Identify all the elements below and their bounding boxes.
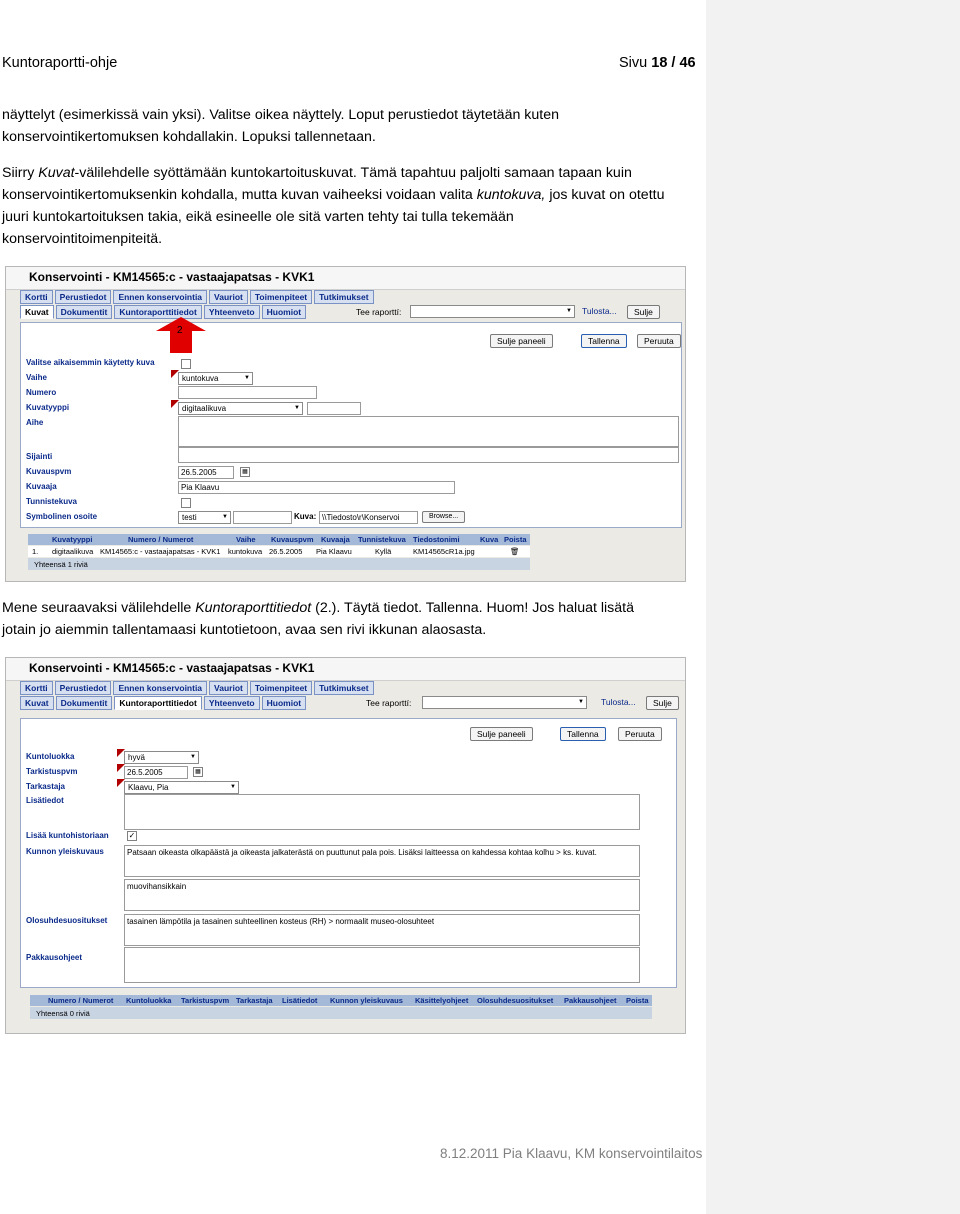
page-margin-strip [706,0,960,1214]
lisatiedot-textarea[interactable] [124,794,640,830]
sijainti-textarea[interactable] [178,447,679,463]
save-button[interactable]: Tallenna [560,727,606,741]
label-tarkastaja: Tarkastaja [26,782,65,791]
kuva-label: Kuva: [294,512,317,521]
tab-perustiedot[interactable]: Perustiedot [55,290,112,304]
tab-dokumentit[interactable]: Dokumentit [56,696,113,710]
kuvaaja-input[interactable]: Pia Klaavu [178,481,455,494]
tab-vauriot[interactable]: Vauriot [209,290,248,304]
browse-button[interactable]: Browse... [422,511,465,523]
kuvauspvm-input[interactable]: 26.5.2005 [178,466,234,479]
label-tunnistekuva: Tunnistekuva [26,497,77,506]
label-aihe: Aihe [26,418,44,427]
tab-tutkimukset[interactable]: Tutkimukset [314,290,373,304]
tulosta-link[interactable]: Tulosta... [582,306,617,316]
kunnon-yleiskuvaus-textarea[interactable]: Patsaan oikeasta olkapäästä ja oikeasta jalkaterästä on puuttunut pala pois. Lisäksi laitteessa on kahdessa kohtaa kolhu > ks. kuvat. [124,845,640,877]
tab-kuvat[interactable]: Kuvat [20,305,54,319]
kuvatyyppi-select[interactable]: digitaalikuva ▼ [178,402,303,415]
label-vaihe: Vaihe [26,373,47,382]
label-kunnon-yleiskuvaus: Kunnon yleiskuvaus [26,847,104,856]
kuvatyyppi-extra-input[interactable] [307,402,361,415]
tab-kuntoraporttitiedot[interactable]: Kuntoraporttitiedot [114,305,201,319]
label-symbolinen-osoite: Symbolinen osoite [26,512,98,521]
paragraph-2: Siirry Kuvat-välilehdelle syöttämään kuntokartoituskuvat. Tämä tapahtuu paljolti samaan tapaan kuin konservointikertomuksenkin kohdalla, mutta kuvan vaiheeksi voidaan valita kuntokuva, jos kuvat on otettu juuri kuntokartoituksen takia, eikä esineelle ole sitä varten tehty tai tulla tekemään konservointitoimenpiteitä. [2,165,665,247]
tee-raportti-label: Tee raporttí: [366,698,412,708]
label-kuvatyyppi: Kuvatyyppi [26,403,70,412]
vaihe-select[interactable]: kuntokuva ▼ [178,372,253,385]
table-row[interactable]: 1. digitaalikuva KM14565:c - vastaajapatsas - KVK1 kuntokuva 26.5.2005 Pia Klaavu Kyllä KM14565cR1a.jpg 🗑 [28,546,530,557]
close-panel-button[interactable]: Sulje paneeli [470,727,533,741]
cancel-button[interactable]: Peruuta [637,334,681,348]
label-pakkausohjeet: Pakkausohjeet [26,953,83,962]
tab-row-1 [20,290,374,304]
window-titlebar: Konservointi - KM14565:c - vastaajapatsas - KVK1 [6,267,685,290]
tab-tutkimukset[interactable]: Tutkimukset [314,681,373,695]
paragraph-1: näyttelyt (esimerkissä vain yksi). Valitse oikea näyttely. Loput perustiedot täytetään kuten konservointikertomuksen kohdallakin. Lopuksi tallennetaan. [2,107,560,145]
condition-form-panel [20,718,677,988]
kuva-path-input[interactable]: \\Tiedosto\r\Konservoi [319,511,418,524]
page-footer: 8.12.2011 Pia Klaavu, KM konservointilaitos [440,1146,703,1161]
cancel-button[interactable]: Peruuta [618,727,662,741]
grid-footer: Yhteensä 1 riviä [28,558,530,570]
sulje-button[interactable]: Sulje [646,696,679,710]
sulje-button[interactable]: Sulje [627,305,660,319]
save-button[interactable]: Tallenna [581,334,627,348]
document-title: Kuntoraportti-ohje [2,55,118,71]
tab-row-2 [20,696,306,710]
tab-yhteenveto[interactable]: Yhteenveto [204,305,260,319]
label-sijainti: Sijainti [26,452,53,461]
tab-toimenpiteet[interactable]: Toimenpiteet [250,681,312,695]
paragraph-3: Mene seuraavaksi välilehdelle Kuntoraporttitiedot (2.). Täytä tiedot. Tallenna. Huom! Jos haluat lisätä jotain jo aiemmin tallentamaasi kuntotietoon, avaa sen rivi ikkunan alaosasta. [2,600,634,638]
aihe-textarea[interactable] [178,416,679,447]
tee-raportti-label: Tee raporttí: [356,307,402,317]
numero-input[interactable] [178,386,317,399]
tab-vauriot[interactable]: Vauriot [209,681,248,695]
screenshot-kuvat-tab [5,266,686,582]
tunnistekuva-checkbox[interactable] [181,498,191,508]
tulosta-link[interactable]: Tulosta... [601,697,636,707]
symbolinen-input[interactable] [233,511,292,524]
tab-toimenpiteet[interactable]: Toimenpiteet [250,290,312,304]
label-earlier-image: Valitse aikaisemmin käytetty kuva [26,358,155,367]
tab-ennen-konservointia[interactable]: Ennen konservointia [113,290,207,304]
label-kuntoluokka: Kuntoluokka [26,752,75,761]
label-tarkistuspvm: Tarkistuspvm [26,767,78,776]
screenshot-kuntoraporttitiedot-tab [5,657,686,1034]
tab-row-1 [20,681,374,695]
grid-footer: Yhteensä 0 riviä [30,1007,652,1019]
grid-header: Numero / Numerot Kuntoluokka Tarkistuspvm Tarkastaja Lisätiedot Kunnon yleiskuvaus Käsittelyohjeet Olosuhdesuositukset Pakkausohjeet Poista [30,995,652,1006]
earlier-image-checkbox[interactable] [181,359,191,369]
tab-huomiot[interactable]: Huomiot [262,696,306,710]
tab-ennen-konservointia[interactable]: Ennen konservointia [113,681,207,695]
page-number: Sivu 18 / 46 [619,55,696,71]
label-numero: Numero [26,388,57,397]
image-form-panel [20,322,682,528]
label-kuvauspvm: Kuvauspvm [26,467,72,476]
marker-number: 2 [177,325,183,336]
tab-perustiedot[interactable]: Perustiedot [55,681,112,695]
close-panel-button[interactable]: Sulje paneeli [490,334,553,348]
label-olosuhdesuositukset: Olosuhdesuositukset [26,916,108,925]
tab-huomiot[interactable]: Huomiot [262,305,306,319]
tab-dokumentit[interactable]: Dokumentit [56,305,113,319]
report-dropdown[interactable] [422,696,587,709]
kasittelyohjeet-textarea[interactable]: muovihansikkain [124,879,640,911]
tarkastaja-select[interactable]: Klaavu, Pia ▼ [124,781,239,794]
tab-kuvat[interactable]: Kuvat [20,696,54,710]
calendar-icon[interactable]: ▦ [193,767,203,777]
tab-yhteenveto[interactable]: Yhteenveto [204,696,260,710]
symbolinen-select[interactable]: testi ▼ [178,511,231,524]
olosuhdesuositukset-textarea[interactable]: tasainen lämpötila ja tasainen suhteellinen kosteus (RH) > normaalit museo-olosuhteet [124,914,640,946]
window-titlebar: Konservointi - KM14565:c - vastaajapatsas - KVK1 [6,658,685,681]
tarkistuspvm-input[interactable]: 26.5.2005 [124,766,188,779]
lisaa-kuntohistoriaan-checkbox[interactable]: ✓ [128,831,136,840]
calendar-icon[interactable]: ▦ [240,467,250,477]
tab-kortti[interactable]: Kortti [20,681,53,695]
kuntoluokka-select[interactable]: hyvä ▼ [124,751,199,764]
trash-icon[interactable]: 🗑 [510,547,520,556]
tab-kuntoraporttitiedot[interactable]: Kuntoraporttitiedot [114,696,201,710]
label-lisaa-kuntohistoriaan: Lisää kuntohistoriaan [26,831,109,840]
pakkausohjeet-textarea[interactable] [124,947,640,983]
label-lisatiedot: Lisätiedot [26,796,64,805]
label-kuvaaja: Kuvaaja [26,482,57,491]
tab-kortti[interactable]: Kortti [20,290,53,304]
report-dropdown[interactable] [410,305,575,318]
grid-header: Kuvatyyppi Numero / Numerot Vaihe Kuvauspvm Kuvaaja Tunnistekuva Tiedostonimi Kuva Poista [28,534,530,545]
